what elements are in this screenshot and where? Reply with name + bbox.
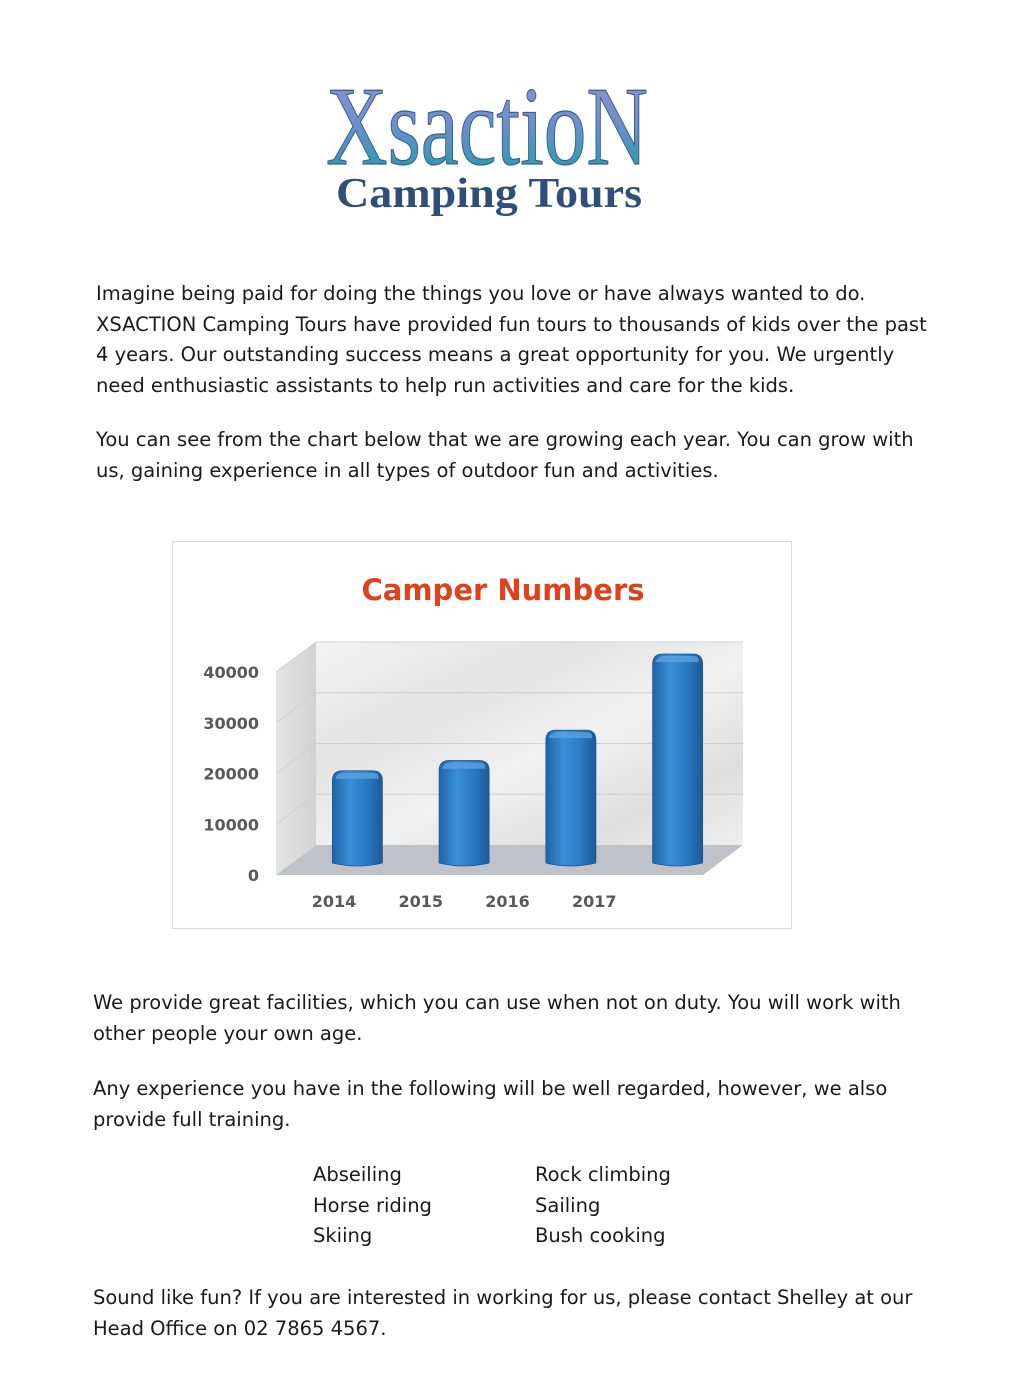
chart-title: Camper Numbers [361, 573, 645, 607]
skill-sailing: Sailing [535, 1193, 601, 1217]
y-tick-label: 10000 [203, 815, 259, 835]
bar-2015 [439, 761, 489, 866]
logo-name: XsactioN [326, 65, 648, 189]
chart-canvas [173, 542, 791, 928]
company-logo [318, 50, 658, 220]
y-tick-label: 20000 [203, 764, 259, 784]
bar-body [332, 771, 382, 866]
y-tick-label: 40000 [203, 663, 259, 682]
skill-rock-climbing: Rock climbing [535, 1163, 671, 1186]
skill-horse-riding: Horse riding [313, 1193, 432, 1217]
intro-paragraph-1: Imagine being paid for doing the things you love or have always wanted to do. XSACTION Camping Tours have provided fun tours to thousands of kids over the past 4 years. Our outstanding success means a great opportunity for you. We urgently need enthusiastic assistants to help run activities and care for the kids. [96, 282, 927, 397]
x-tick-label: 2015 [398, 892, 444, 911]
logo-subtitle: Camping Tours [336, 171, 642, 217]
bar-2016 [546, 730, 596, 866]
bar-top [335, 773, 378, 779]
chart-x-axis [312, 892, 617, 911]
skill-bush-cooking: Bush cooking [535, 1224, 666, 1247]
x-tick-label: 2017 [571, 892, 617, 911]
bar-2014 [332, 771, 382, 866]
logo-graphic [318, 50, 658, 220]
x-tick-label: 2014 [311, 892, 357, 911]
bar-top [549, 732, 592, 738]
bar-top [442, 763, 485, 769]
contact-paragraph: Sound like fun? If you are interested in working for us, please contact Shelley at our Head Office on 02 7865 4567. [93, 1286, 913, 1340]
bar-body [439, 761, 489, 866]
skill-abseiling: Abseiling [313, 1163, 402, 1186]
skills-left-column [313, 1160, 432, 1252]
bar-top [656, 656, 699, 662]
facilities-paragraph: We provide great facilities, which you can use when not on duty. You will work with other people your own age. [93, 991, 901, 1045]
bar-body [546, 730, 596, 866]
bar-2017 [653, 654, 703, 866]
camper-numbers-chart [172, 541, 792, 929]
x-tick-label: 2016 [485, 892, 530, 911]
bar-body [653, 654, 703, 866]
y-tick-label: 0 [247, 866, 259, 885]
intro-paragraph-2: You can see from the chart below that we are growing each year. You can grow with us, gaining experience in all types of outdoor fun and activities. [96, 428, 914, 482]
chart-y-axis [203, 663, 259, 885]
y-tick-label: 30000 [203, 713, 259, 733]
skill-skiing: Skiing [313, 1224, 373, 1247]
skills-right-column [535, 1160, 671, 1252]
experience-paragraph: Any experience you have in the following will be well regarded, however, we also provide full training. [93, 1077, 888, 1131]
